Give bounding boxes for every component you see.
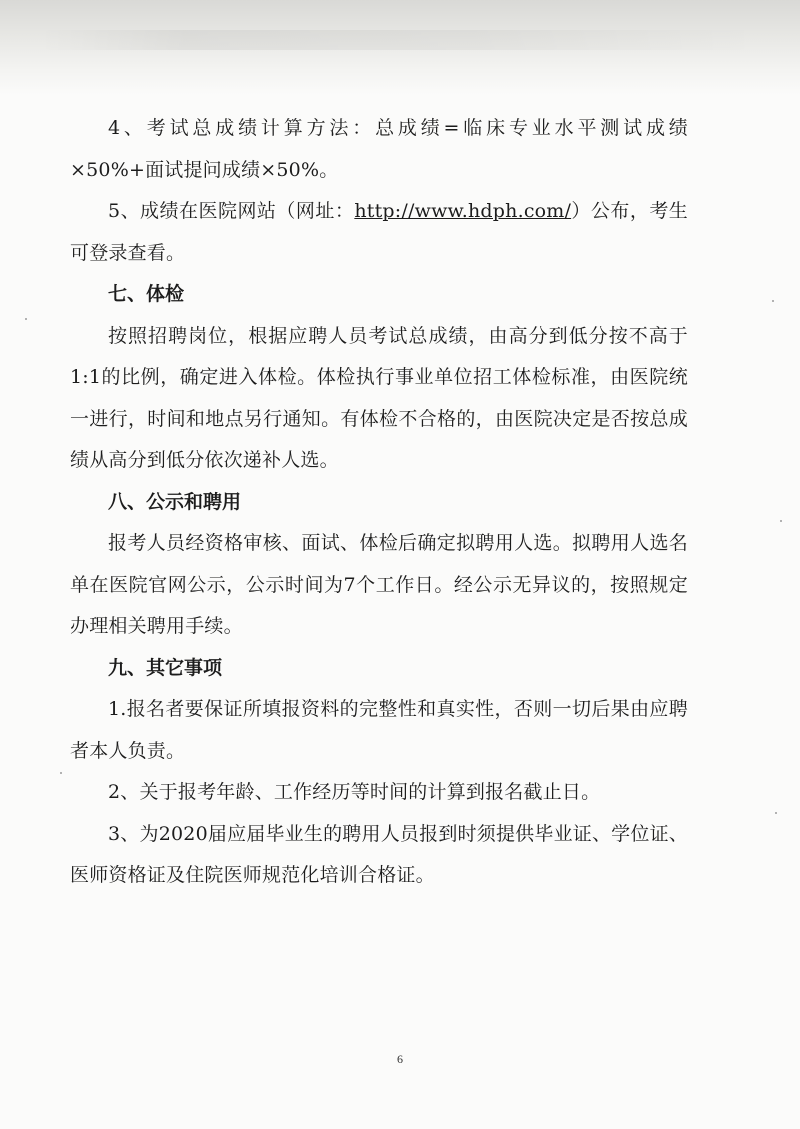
paragraph-other-2: 2、关于报考年龄、工作经历等时间的计算到报名截止日。 bbox=[108, 781, 601, 803]
heading-other-matters: 九、其它事项 bbox=[108, 656, 223, 679]
document-body bbox=[70, 108, 688, 897]
scan-speck bbox=[772, 300, 774, 302]
scan-speck bbox=[60, 772, 62, 774]
scan-speck bbox=[25, 318, 27, 320]
paragraph-physical-exam: 按照招聘岗位，根据应聘人员考试总成绩，由高分到低分按不高于1:1的比例，确定进入体检。体检执行事业单位招工体检标准，由医院统一进行，时间和地点另行通知。有体检不合格的，由医院决定是否按总成绩从高分到低分依次递补人选。 bbox=[70, 324, 688, 471]
paragraph-score-method: 4、考试总成绩计算方法：总成绩=临床专业水平测试成绩×50%+面试提问成绩×50%。 bbox=[70, 117, 688, 181]
paragraph-score-publish-after: ）公布，考生可登录查看。 bbox=[70, 200, 688, 264]
hospital-website-link[interactable]: http://www.hdph.com/ bbox=[354, 200, 572, 222]
heading-publicity-hiring: 八、公示和聘用 bbox=[108, 490, 242, 513]
heading-physical-exam: 七、体检 bbox=[108, 283, 185, 305]
paragraph-other-3: 3、为2020届应届毕业生的聘用人员报到时须提供毕业证、学位证、医师资格证及住院医师规范化培训合格证。 bbox=[70, 822, 688, 886]
page-number: 6 bbox=[397, 1052, 403, 1066]
scan-speck bbox=[780, 520, 782, 522]
scan-speck bbox=[775, 812, 777, 814]
scan-shadow bbox=[0, 0, 800, 95]
paragraph-score-publish-before: 5、成绩在医院网站（网址： bbox=[108, 200, 355, 222]
paragraph-other-1: 1.报名者要保证所填报资料的完整性和真实性，否则一切后果由应聘者本人负责。 bbox=[70, 698, 688, 762]
paragraph-publicity-hiring: 报考人员经资格审核、面试、体检后确定拟聘用人选。拟聘用人选名单在医院官网公示，公示时间为7个工作日。经公示无异议的，按照规定办理相关聘用手续。 bbox=[70, 532, 688, 637]
paragraph-score-publish bbox=[70, 191, 688, 274]
